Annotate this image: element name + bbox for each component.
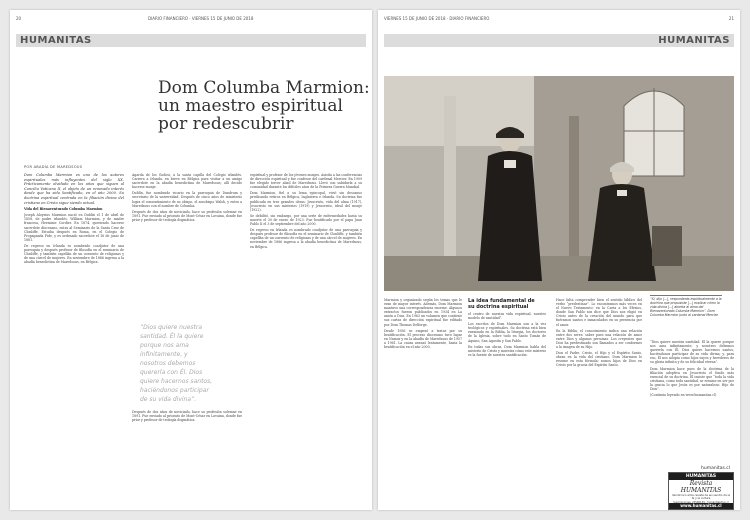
right-column-4: [650, 340, 734, 462]
body-paragraph: Dom Marmion, fiel a su lema episcopal, vivió sin descanso predicando retiros en Bélgica, Inglaterra e Irlanda. Su doctrina fue publicada en tres grandes obras: Jesucristo, vida del alma (1917), Jesucristo en sus misterios (1919) y Jesucristo, ideal del monje (1922).: [250, 191, 362, 212]
pull-quote: “Dios quiere nuestra santidad. Él la quiere porque nos ama infinitamente, y nosotros debemos quererla con Él. Dios quiere hacernos santos, haciéndonos participar de su vida divina”.: [140, 324, 213, 403]
right-column-2: [468, 312, 546, 506]
body-paragraph: espiritual y profesor de los jóvenes monjes. Asistía a las conferencias de dirección espiritual y fue confesor del cardenal Mercier. En 1909 fue elegido tercer abad de Maredsous. Llevó con sabiduría a su comunidad durante los difíciles años de la Primera Guerra Mundial.: [250, 173, 362, 190]
body-paragraph: Joseph Aloysius Marmion nació en Dublín el 1 de abril de 1858, de padre irlandés, William Marmion, y de madre francesa, Herminie Cordier. En 1874, queriendo hacerse sacerdote diocesano, entra al Seminario de la Santa Cruz de Clonliffe. Estudia después en Roma, en el Colegio de Propaganda Fide, y es ordenado sacerdote el 16 de junio de 1881.: [24, 213, 124, 242]
section-bar-left: [16, 34, 366, 47]
right-column-1: [384, 298, 462, 506]
left-column-2: [132, 173, 242, 318]
right-page: [378, 10, 740, 510]
subhead-doctrina: La idea fundamental de su doctrina espiritual: [468, 298, 535, 310]
body-paragraph: Agarda de los Godosi, a la santa capilla del Colegio irlandés. Carrera a Irlanda, en breve en Bélgica para visitar a un amigo sacerdote en la abadía benedictina de Maredsous; allí decide hacerse monje.: [132, 173, 242, 190]
left-column-1: [24, 173, 124, 506]
body-paragraph: Después de dos años de noviciado, hace su profesión solemne en 1891. Fue enviado al priorato de Mont-César en Lovaina, donde fue prior y profesor de teología dogmática.: [132, 209, 242, 222]
section-label-left: HUMANITAS: [20, 35, 92, 46]
running-header-text-right: VIERNES 15 DE JUNIO DE 2018 · DIARIO FINANCIERO: [384, 16, 490, 21]
running-header-text-left: DIARIO FINANCIERO · VIERNES 15 DE JUNIO DE 2018: [148, 16, 254, 21]
article-headline: [158, 79, 368, 133]
running-header-left: [16, 14, 366, 24]
ad-box-title: Revista HUMANITAS: [680, 480, 722, 494]
page-number-left: 20: [16, 16, 22, 21]
ad-box-header: HUMANITAS: [669, 473, 733, 480]
continue-link: (Continúa leyendo en www.humanitas.cl): [650, 393, 717, 398]
section-bar-right: [384, 34, 734, 47]
ad-box-url: www.humanitas.cl: [669, 503, 733, 509]
body-paragraph: el centro de nuestra vida espiritual, nuestro modelo de santidad”.: [468, 312, 546, 321]
body-paragraph: Después de dos años de noviciado, hace su profesión solemne en 1891. Fue enviado al priorato de Mont-César en Lovaina, donde fue prior y profesor de teología dogmática.: [132, 410, 242, 423]
body-paragraph: De regreso en Irlanda es nombrado coadjutor de una parroquia y después profesor de filosofía en el seminario de Clonliffe, y también capellán de un convento de religiosas y de una cárcel de mujeres. En noviembre de 1886 ingresa a la abadía benedictina de Maredsous, en Bélgica.: [24, 243, 124, 265]
body-paragraph: Hace falta comprender bien el sentido bíblico del verbo “predestinar”. Lo encontramos más veces en el Nuevo Testamento: en la Carta a los Efesios, donde San Pablo nos dice que Dios nos eligió en Cristo antes de la creación del mundo para que fuéramos santos e inmaculados en su presencia por el amor.: [556, 298, 642, 327]
section-label-right: HUMANITAS: [658, 35, 730, 46]
caption-rule: [650, 295, 722, 296]
caption-text: “Sí, dijo [...], responderás espiritualmente a la doctrina que propusiste [...] explicar cómo la vida divina [...] abierta al alma del Bienaventurado Columba Marmion”. Dom Columba Marmion junto al cardenal Mercier.: [650, 297, 722, 317]
page-number-right: 21: [728, 16, 734, 21]
body-paragraph: Marmion y organizado según los temas que le eran de mayor interés. Además, Dom Marmion mantuvo una correspondencia enorme. Algunos extractos fueron publicados en 1934 en La unión a Dios. En 1963 un volumen que contiene sus cartas de dirección espiritual fue editado por Dom Thomas Delforge.: [384, 298, 462, 327]
ad-box-description: Veinticinco años revista de encuentro de la fe y la cultura: [672, 493, 730, 501]
body-paragraph: Se debilitó, sin embargo, por una serie de enfermedades hasta su muerte el 30 de enero de 1923. Fue beatificado por el papa Juan Pablo II el 3 de septiembre del año 2000.: [250, 213, 362, 227]
left-column-3: [250, 173, 362, 506]
subhead-vida: Vida del Bienaventurado Columba Marmion: [24, 207, 103, 212]
left-column-2b: [132, 410, 242, 506]
headline-line-1: Dom Columba Marmion:: [158, 78, 370, 98]
left-page: [10, 10, 372, 510]
body-paragraph: “Dios quiere nuestra santidad. Él la quiere porque nos ama infinitamente, y nosotros debemos quererla con Él. Dios quiere hacernos santos, haciéndonos participar de su vida divina; y, para eso, Él nos adopta como hijos suyos y herederos de su gloria infinita y de su felicidad eterna”.: [650, 340, 734, 365]
body-paragraph: Dios el Padre, Cristo, el Hijo y el Espíritu Santo, obran en la vida del cristiano. Dom Marmion lo resume en esta fórmula: somos hijos de Dios en Cristo por la gracia del Espíritu Santo.: [556, 351, 642, 368]
body-paragraph: De regreso en Irlanda es nombrado coadjutor de una parroquia y después profesor de filosofía en el seminario de Clonliffe, y también capellán de un convento de religiosas y de una cárcel de mujeres. En noviembre de 1886 ingresa a la abadía benedictina de Maredsous, en Bélgica.: [250, 228, 362, 249]
humanitas-ad-box: [668, 472, 734, 510]
body-paragraph: Dublín, fue nombrado vicario en la parroquia de Dundrum y secretario de la universidad. Después de cinco años de ministerio logra el consentimiento de su obispo, el arzobispo Walsh, y entra a Maredsous con el nombre de Columba.: [132, 191, 242, 208]
site-url: humanitas.cl: [701, 466, 730, 471]
photo-caption: [650, 295, 722, 318]
body-paragraph: Dom Marmion hace pues de la doctrina de la filiación adoptiva en Jesucristo el fondo más esencial de su doctrina. El insiste que “toda la vida cristiana, como toda santidad, se resume en ser por la gracia lo que Jesús es por naturaleza: Hijo de Dios”.: [650, 366, 734, 392]
headline-line-3: por redescubrir: [158, 114, 294, 134]
body-paragraph: En la Biblia, el conocimiento indica una relación entre dos seres: saber pues una relación de amor entre Dios y algunas personas. Los creyentes que Dios ha predestinado son llamados a ser conformes a la imagen de su Hijo.: [556, 328, 642, 350]
article-lede: Dom Columba Marmion es uno de los autores espirituales más influyentes del siglo XX. Prácticamente olvidado en los años que siguen al Concilio Vaticano II, el objeto de un renovado interés desde que ha sido beatificado, en el año 2000. Su doctrina espiritual centrada en la filiación divina del cristiano en Cristo sigue siendo actual.: [24, 173, 124, 205]
byline: POR ABADÍA DE MAREDSOUS: [24, 165, 83, 169]
headline-line-2: un maestro espiritual: [158, 96, 343, 116]
body-paragraph: Los escritos de Dom Marmion son a la vez teológicos y espirituales. Su doctrina está bien enraizada en la Biblia, la liturgia, los doctores de la Iglesia, sobre todo en Santo Tomás de Aquino, San Agustín y San Pablo.: [468, 322, 546, 343]
photo-monks-image: [384, 76, 734, 291]
right-column-3: [556, 298, 642, 506]
article-photo: [384, 76, 734, 291]
body-paragraph: Desde 1956 se empezó a tratar por su beatificación. El proceso diocesano tuvo lugar en Namur y en la abadía de Maredsous de 1957 a 1961. La causa avanzó lentamente, hasta la beatificación en el año 2000.: [384, 328, 462, 350]
body-paragraph: En todas sus obras, Dom Marmion habla del misterio de Cristo y muestra cómo este misterio es la fuente de nuestra santificación.: [468, 344, 546, 357]
running-header-right: [384, 14, 734, 24]
